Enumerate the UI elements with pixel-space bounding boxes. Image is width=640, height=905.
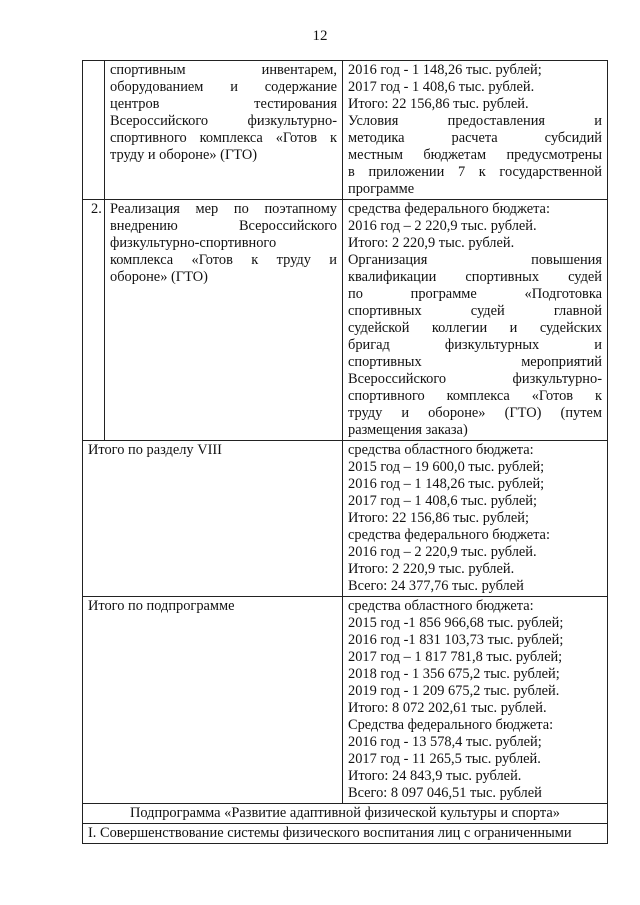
funding-cell <box>343 61 608 200</box>
funding-line: средства федерального бюджета: <box>348 201 550 217</box>
section-total-label: Итого по разделу VIII <box>83 441 343 597</box>
funding-line: Всего: 8 097 046,51 тыс. рублей <box>348 785 542 801</box>
desc-line: Реализация мер по поэтапному <box>110 201 337 217</box>
desc-line: труду и обороне» (ГТО) <box>110 147 258 163</box>
funding-line: средства областного бюджета: <box>348 598 534 614</box>
funding-line: размещения заказа) <box>348 422 468 438</box>
funding-line: 2015 год – 19 600,0 тыс. рублей; <box>348 459 545 475</box>
funding-line: 2016 год - 1 148,26 тыс. рублей; <box>348 62 542 78</box>
funding-line: 2017 год - 1 408,6 тыс. рублей. <box>348 79 535 95</box>
funding-line: 2018 год - 1 356 675,2 тыс. рублей; <box>348 666 560 682</box>
desc-line: спортивного комплекса «Готов к <box>110 130 337 146</box>
desc-line: внедрению Всероссийского <box>110 218 337 234</box>
funding-line: 2017 год – 1 408,6 тыс. рублей; <box>348 493 537 509</box>
page-number: 12 <box>312 28 328 44</box>
subprogram-heading: Подпрограмма «Развитие адаптивной физической культуры и спорта» <box>83 804 608 824</box>
desc-line: физкультурно-спортивного <box>110 235 277 251</box>
funding-line: 2016 год – 2 220,9 тыс. рублей. <box>348 544 537 560</box>
funding-line: спортивных судей главной <box>348 303 602 319</box>
funding-line: 2016 год -1 831 103,73 тыс. рублей; <box>348 632 564 648</box>
table-row <box>83 804 608 824</box>
desc-line: обороне» (ГТО) <box>110 269 208 285</box>
table-row <box>83 61 608 200</box>
desc-line: комплекса «Готов к труду и <box>110 252 337 268</box>
funding-line: квалификации спортивных судей <box>348 269 602 285</box>
funding-line: труду и обороне» (ГТО) (путем <box>348 405 602 421</box>
funding-line: Условия предоставления и <box>348 113 602 129</box>
desc-line: оборудованием и содержание <box>110 79 337 95</box>
funding-line: 2017 год – 1 817 781,8 тыс. рублей; <box>348 649 563 665</box>
funding-line: программе <box>348 181 415 197</box>
funding-line: по программе «Подготовка <box>348 286 602 302</box>
desc-line: Всероссийского физкультурно- <box>110 113 337 129</box>
funding-line: местным бюджетам предусмотрены <box>348 147 602 163</box>
funding-line: 2019 год - 1 209 675,2 тыс. рублей. <box>348 683 560 699</box>
funding-line: 2017 год - 11 265,5 тыс. рублей. <box>348 751 541 767</box>
funding-line: 2016 год – 1 148,26 тыс. рублей; <box>348 476 545 492</box>
funding-line: методика расчета субсидий <box>348 130 602 146</box>
funding-line: средства федерального бюджета: <box>348 527 550 543</box>
measure-description <box>105 61 343 200</box>
desc-line: центров тестирования <box>110 96 337 112</box>
subprogram-total-label: Итого по подпрограмме <box>83 597 343 804</box>
funding-line: судейской коллегии и судейских <box>348 320 602 336</box>
row-number: 2. <box>83 200 105 441</box>
funding-line: 2015 год -1 856 966,68 тыс. рублей; <box>348 615 564 631</box>
table-row <box>83 597 608 804</box>
section-heading: I. Совершенствование системы физического воспитания лиц с ограниченными <box>83 824 608 844</box>
funding-cell <box>343 441 608 597</box>
funding-cell <box>343 200 608 441</box>
funding-line: Итого: 22 156,86 тыс. рублей. <box>348 96 529 112</box>
funding-cell <box>343 597 608 804</box>
funding-line: Итого: 24 843,9 тыс. рублей. <box>348 768 522 784</box>
row-number <box>83 61 105 200</box>
table-row <box>83 824 608 844</box>
table-row <box>83 200 608 441</box>
funding-line: Организация повышения <box>348 252 602 268</box>
funding-line: Итого: 2 220,9 тыс. рублей. <box>348 235 515 251</box>
funding-line: бригад физкультурных и <box>348 337 602 353</box>
funding-line: Итого: 22 156,86 тыс. рублей; <box>348 510 529 526</box>
funding-line: Итого: 2 220,9 тыс. рублей. <box>348 561 515 577</box>
funding-line: Средства федерального бюджета: <box>348 717 554 733</box>
funding-line: в приложении 7 к государственной <box>348 164 602 180</box>
funding-table <box>82 60 608 844</box>
funding-line: 2016 год – 2 220,9 тыс. рублей. <box>348 218 537 234</box>
funding-line: средства областного бюджета: <box>348 442 534 458</box>
funding-line: Итого: 8 072 202,61 тыс. рублей. <box>348 700 547 716</box>
funding-line: Всероссийского физкультурно- <box>348 371 602 387</box>
desc-line: спортивным инвентарем, <box>110 62 337 78</box>
funding-line: Всего: 24 377,76 тыс. рублей <box>348 578 524 594</box>
measure-description <box>105 200 343 441</box>
funding-line: спортивных мероприятий <box>348 354 602 370</box>
funding-line: 2016 год - 13 578,4 тыс. рублей; <box>348 734 542 750</box>
funding-line: спортивного комплекса «Готов к <box>348 388 602 404</box>
table-row <box>83 441 608 597</box>
